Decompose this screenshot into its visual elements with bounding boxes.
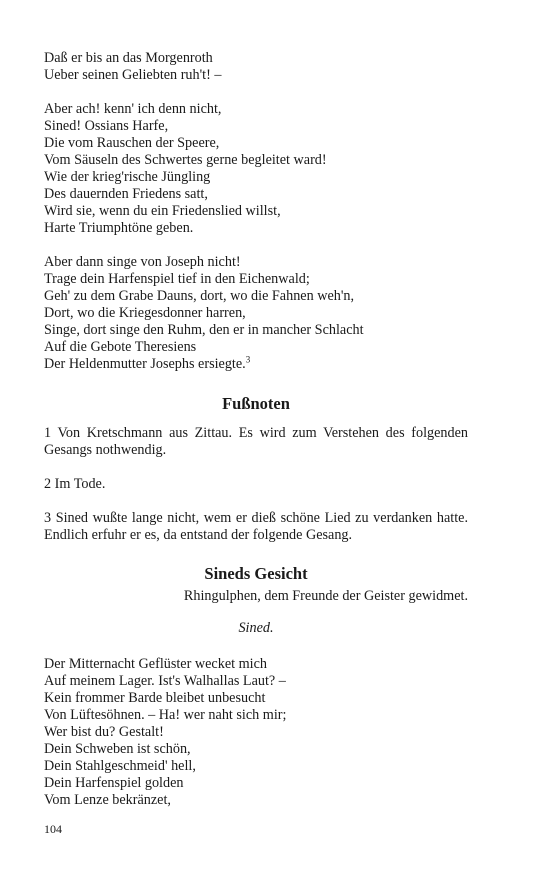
verse-line: Dein Schweben ist schön,	[44, 741, 191, 757]
verse-line: Dort, wo die Kriegesdonner harren,	[44, 305, 246, 321]
verse-line: Auf die Gebote Theresiens	[44, 339, 197, 355]
footnotes-heading: Fußnoten	[222, 394, 290, 413]
verse-line: Auf meinem Lager. Ist's Walhallas Laut? –	[44, 673, 286, 689]
stanza-1	[44, 50, 468, 84]
verse-line: Dein Stahlgeschmeid' hell,	[44, 758, 196, 774]
verse-line: Aber ach! kenn' ich denn nicht,	[44, 101, 222, 117]
poem2-stanza	[44, 656, 468, 809]
footnote-2: 2 Im Tode.	[44, 476, 106, 492]
stanza-2	[44, 101, 468, 237]
verse-line: Geh' zu dem Grabe Dauns, dort, wo die Fahnen weh'n,	[44, 288, 355, 304]
verse-line: Die vom Rauschen der Speere,	[44, 135, 220, 151]
verse-line: Singe, dort singe den Ruhm, den er in mancher Schlacht	[44, 322, 364, 338]
page-body	[44, 50, 468, 809]
verse-line	[44, 356, 468, 373]
verse-line: Harte Triumphtöne geben.	[44, 220, 194, 236]
page-number: 104	[44, 822, 62, 836]
footnote-3: 3 Sined wußte lange nicht, wem er dieß schöne Lied zu verdanken hatte. Endlich erfuhr er es, da entstand der folgende Gesang.	[44, 510, 468, 543]
verse-line: Wer bist du? Gestalt!	[44, 724, 164, 740]
verse-line: Wird sie, wenn du ein Friedenslied willst,	[44, 203, 281, 219]
verse-line: Der Mitternacht Geflüster wecket mich	[44, 656, 267, 672]
verse-line: Wie der krieg'rische Jüngling	[44, 169, 211, 185]
verse-line: Daß er bis an das Morgenroth	[44, 50, 213, 66]
verse-line: Vom Säuseln des Schwertes gerne begleitet ward!	[44, 152, 327, 168]
poem-dedication: Rhingulphen, dem Freunde der Geister gewidmet.	[183, 588, 468, 604]
verse-line: Des dauernden Friedens satt,	[44, 186, 208, 202]
verse-line: Dein Harfenspiel golden	[44, 775, 184, 791]
verse-line: Von Lüftesöhnen. – Ha! wer naht sich mir;	[44, 707, 287, 723]
verse-line: Ueber seinen Geliebten ruh't! –	[44, 67, 222, 83]
footnote-1: 1 Von Kretschmann aus Zittau. Es wird zum Verstehen des folgenden Gesangs nothwendig.	[44, 425, 468, 458]
verse-line: Trage dein Harfenspiel tief in den Eichenwald;	[44, 271, 310, 287]
poem-title: Sineds Gesicht	[204, 564, 308, 583]
stanza-3	[44, 254, 468, 373]
verse-text: Der Heldenmutter Josephs ersiegte.	[44, 356, 246, 372]
verse-line: Aber dann singe von Joseph nicht!	[44, 254, 241, 270]
verse-line: Sined! Ossians Harfe,	[44, 118, 169, 134]
verse-line: Kein frommer Barde bleibet unbesucht	[44, 690, 266, 706]
verse-line: Vom Lenze bekränzet,	[44, 792, 171, 808]
poem-signature: Sined.	[238, 620, 274, 636]
footnote-ref-3[interactable]: 3	[245, 354, 251, 365]
